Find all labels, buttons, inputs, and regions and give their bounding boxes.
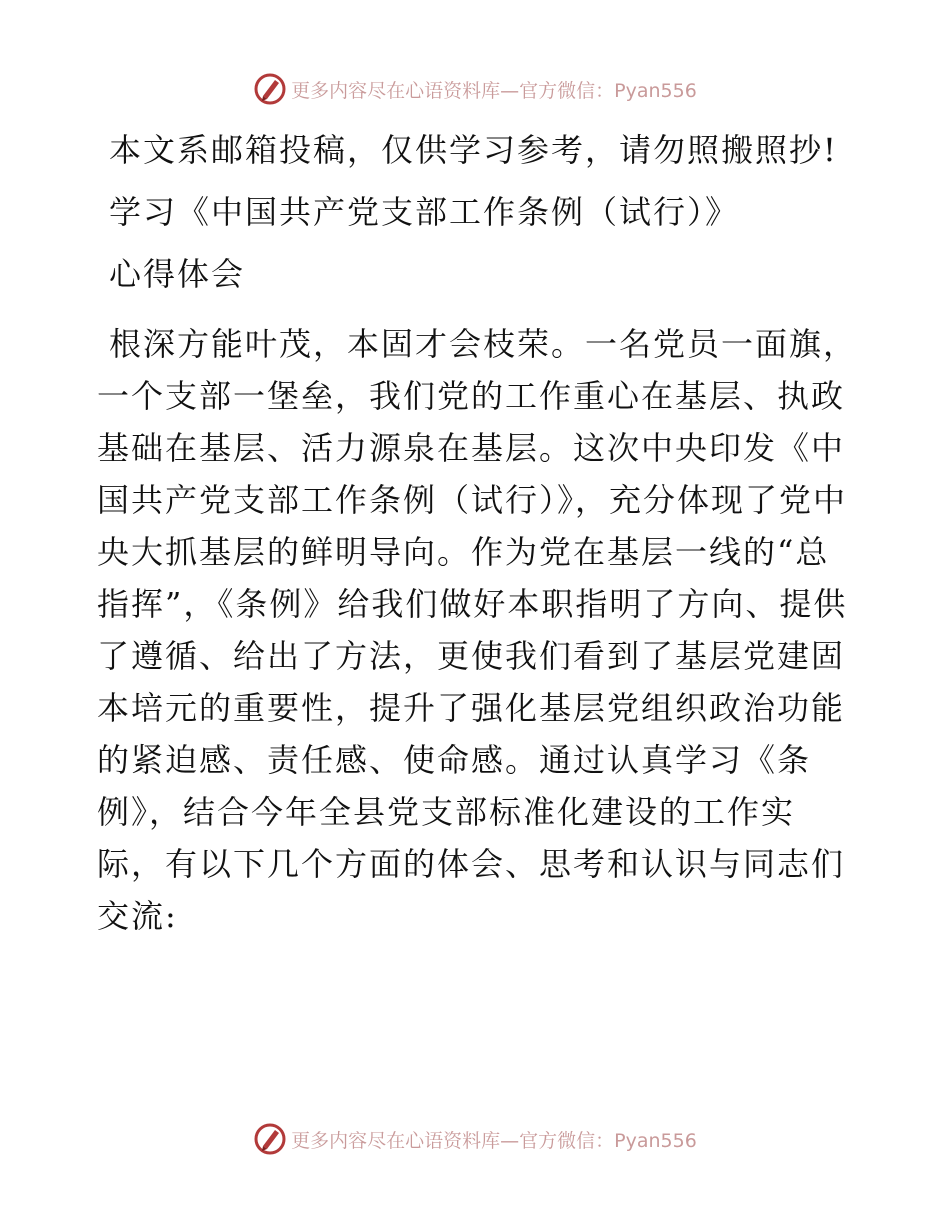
watermark-text: 更多内容尽在心语资料库—官方微信：Pyan556 <box>291 1129 697 1152</box>
body-paragraph: 根深方能叶茂，本固才会枝荣。一名党员一面旗，一个支部一堡垒，我们党的工作重心在基层、执政基础在基层、活力源泉在基层。这次中央印发《中国共产党支部工作条例（试行）》，充分体现了党中央大抓基层的鲜明导向。作为党在基层一线的“总指挥”，《条例》给我们做好本职指明了方向、提供了遵循、给出了方法，更使我们看到了基层党建固本培元的重要性，提升了强化基层党组织政治功能的紧迫感、责任感、使命感。通过认真学习《条例》，结合今年全县党支部标准化建设的工作实际，有以下几个方面的体会、思考和认识与同志们交流: <box>97 325 858 935</box>
footer-watermark <box>0 1122 950 1156</box>
document-subtitle: 心得体会 <box>109 255 246 293</box>
header-watermark <box>0 72 950 106</box>
document-title: 学习《中国共产党支部工作条例（试行）》 <box>109 193 740 231</box>
document-body <box>97 124 857 942</box>
pen-circle-icon <box>253 1122 287 1156</box>
watermark-text: 更多内容尽在心语资料库—官方微信：Pyan556 <box>291 79 697 102</box>
pen-circle-icon <box>253 72 287 106</box>
copy-notice: 本文系邮箱投稿，仅供学习参考，请勿照搬照抄! <box>109 131 838 169</box>
